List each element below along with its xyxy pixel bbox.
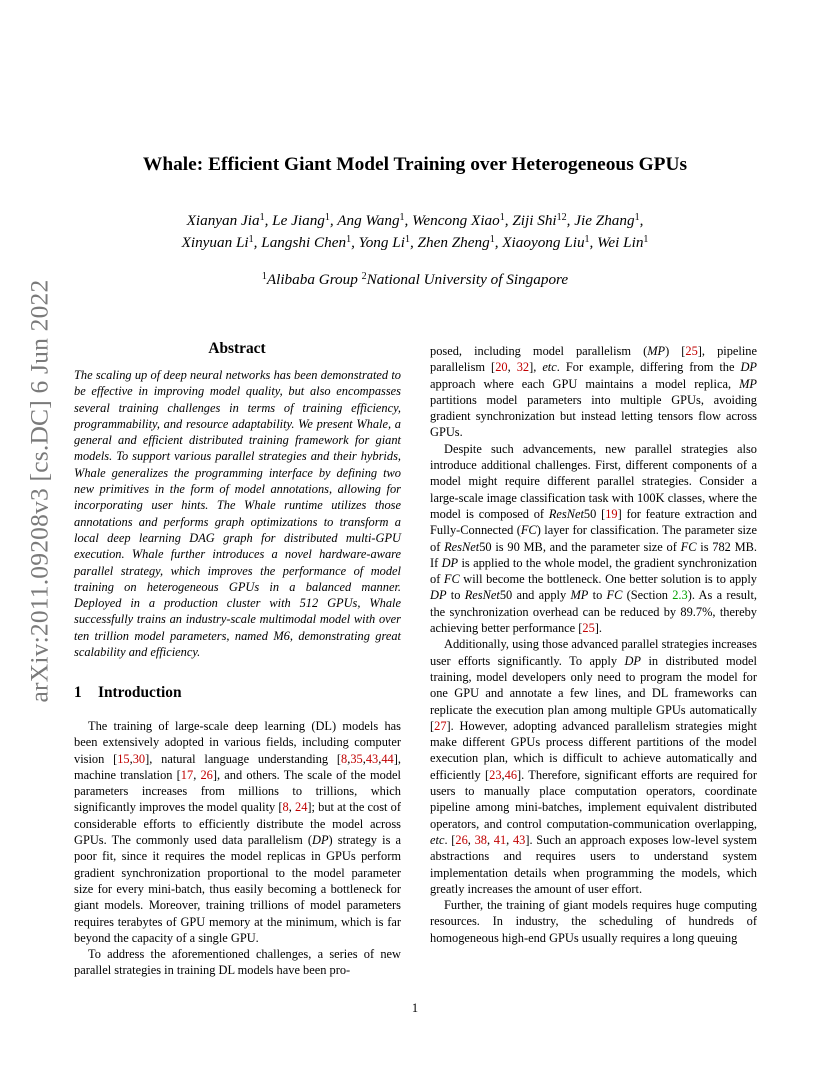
author-name: Yong Li bbox=[358, 233, 405, 251]
author-affiliation-mark: 1 bbox=[634, 212, 640, 223]
citation-link[interactable]: 38 bbox=[474, 832, 487, 847]
citation-link[interactable]: 35 bbox=[350, 751, 363, 766]
author-list: Xianyan Jia$^1$, Le Jiang$^1$, Ang Wang$^1$, Wencong Xiao$^1$, Ziji Shi$^{12}$, Jie Zhang$^1$, Xinyuan Li$^1$, Langshi Chen$^1$, Yong Li$^1$, Zhen Zheng$^1$, Xiaoyong Liu$^1$, Wei Lin$^1$ bbox=[181, 212, 649, 251]
page-number: 1 bbox=[411, 1001, 419, 1015]
body-paragraph: Further, the training of giant models requires huge computing resources. In industry, the scheduling of hundreds of homogeneous high-end GPUs usually requires a long queuing bbox=[430, 898, 757, 945]
citation-link[interactable]: 8 bbox=[341, 751, 348, 766]
italic-term: MP bbox=[570, 588, 589, 603]
author bbox=[418, 234, 495, 251]
citation-link[interactable]: 32 bbox=[516, 360, 530, 375]
author-name: Ziji Shi bbox=[512, 212, 557, 229]
affiliation-mark: 1 bbox=[261, 271, 267, 282]
italic-term: DP bbox=[740, 360, 758, 375]
citation-link[interactable]: 25 bbox=[685, 344, 698, 358]
citation-link[interactable]: 15 bbox=[117, 751, 130, 766]
author bbox=[182, 234, 254, 251]
body-paragraph: Additionally, using those advanced parallel strategies increases user efforts significantly. To apply DP in distributed model training, model developers only need to program the model for one GPU and annotate a few lines, and DL frameworks can replicate the execution plan among multiple GPUs automatically [27]. However, adopting advanced parallelism strategies might make different GPUs process different partitions of the model execution plan, which is difficult to achieve automatically and efficiently [23,46]. Therefore, significant efforts are required for users to manually place computation operators, coordinate pipeline among mini-batches, implement equivalent distributed operators, and control computation-communication overlapping, etc. [26, 38, 41, 43]. Such an approach exposes low-level system abstractions and requires users to understand system implementation details when programming the models, which greatly increases the amount of user effort. bbox=[430, 637, 758, 896]
citation-link[interactable]: 24 bbox=[295, 800, 308, 815]
affiliation-mark: 2 bbox=[361, 271, 367, 282]
author-name: Xiaoyong Liu bbox=[502, 233, 585, 251]
citation-link[interactable]: 19 bbox=[605, 506, 618, 521]
author-name: Xianyan Jia bbox=[186, 212, 260, 229]
author bbox=[574, 212, 639, 229]
author bbox=[272, 212, 330, 229]
author-name: Wencong Xiao bbox=[412, 212, 500, 229]
author-affiliation-mark: 1 bbox=[404, 233, 410, 245]
author bbox=[359, 234, 410, 251]
citation-link[interactable]: 27 bbox=[434, 718, 447, 733]
author-name: Langshi Chen bbox=[261, 233, 347, 251]
body-right-column bbox=[430, 343, 757, 946]
italic-term: etc bbox=[430, 832, 445, 847]
abstract-heading: Abstract bbox=[208, 340, 266, 357]
author-affiliation-mark: 1 bbox=[584, 233, 590, 245]
italic-term: ResNet bbox=[464, 588, 500, 603]
paper-title: Whale: Efficient Giant Model Training over Heterogeneous GPUs bbox=[142, 154, 688, 175]
italic-term: ResNet bbox=[444, 539, 480, 554]
body-paragraph: Despite such advancements, new parallel strategies also introduce additional challenges. First, different components of a model might require different parallel strategies. Consider a large-scale image classification task with 100K classes, where the model is composed of ResNet50 [19] for feature extraction and Fully-Connected (FC) layer for classification. The parameter size of ResNet50 is 90 MB, and the parameter size of FC is 782 MB. If DP is applied to the whole model, the gradient synchronization of FC will become the bottleneck. One better solution is to apply DP to ResNet50 and apply MP to FC (Section 2.3). As a result, the synchronization overhead can be reduced by 89.7%, thereby achieving better performance [25]. bbox=[430, 441, 758, 636]
author-name: Le Jiang bbox=[272, 212, 325, 229]
author bbox=[597, 234, 648, 251]
affiliation-name: National University of Singapore bbox=[366, 271, 569, 288]
italic-term: MP bbox=[739, 376, 757, 391]
italic-term: FC bbox=[520, 523, 537, 538]
author-affiliation-mark: 1 bbox=[643, 233, 649, 245]
author-affiliation-mark: 12 bbox=[556, 212, 567, 223]
author bbox=[261, 234, 351, 251]
author-affiliation-mark: 1 bbox=[489, 233, 495, 245]
italic-term: DP bbox=[430, 588, 447, 603]
author bbox=[187, 212, 265, 229]
author-name: Zhen Zheng bbox=[417, 233, 490, 251]
citation-link[interactable]: 17 bbox=[180, 767, 194, 782]
italic-term: DP bbox=[312, 833, 329, 848]
italic-term: FC bbox=[680, 539, 697, 554]
author bbox=[337, 212, 404, 229]
arxiv-stamp-text: arXiv:2011.09208v3 [cs.DC] 6 Jun 2022 bbox=[24, 279, 54, 703]
citation-link[interactable]: 8 bbox=[282, 800, 289, 815]
citation-link[interactable]: 26 bbox=[455, 832, 468, 847]
affiliation-name: Alibaba Group bbox=[266, 271, 358, 288]
italic-term: ResNet bbox=[548, 506, 584, 521]
author-affiliation-mark: 1 bbox=[346, 233, 352, 245]
body-paragraph: posed, including model parallelism (MP) [25], pipeline parallelism [20, 32], etc. For example, differing from the DP approach where each GPU maintains a model replica, MP partitions model parameters into multiple GPUs, avoiding gradient synchronization but instead letting tensors flow across GPUs. bbox=[430, 344, 758, 440]
author bbox=[512, 212, 566, 229]
body-paragraph: To address the aforementioned challenges, a series of new parallel strategies in training DL models have been pro- bbox=[74, 947, 401, 978]
affiliations bbox=[74, 271, 756, 289]
citation-link[interactable]: 25 bbox=[582, 621, 595, 636]
italic-term: MP bbox=[647, 344, 666, 358]
section-link[interactable]: 2.3 bbox=[672, 588, 688, 603]
citation-link[interactable]: 30 bbox=[132, 751, 146, 766]
citation-link[interactable]: 23 bbox=[489, 767, 502, 782]
author-name: Xinyuan Li bbox=[181, 233, 249, 251]
italic-term: FC bbox=[443, 572, 460, 587]
abstract-text: The scaling up of deep neural networks has been demonstrated to be effective in improving model quality, but also encompasses several training challenges in terms of training efficiency, programmability, and resource adaptability. We present Whale, a general and efficient distributed training framework for giant models. To support various parallel strategies and their hybrids, Whale generalizes the programming interface by defining two new primitives in the form of model annotations, allowing for incorporating user hints. The Whale runtime utilizes those annotations and performs graph optimizations to transform a local deep learning DAG graph for distributed multi-GPU execution. Whale further introduces a novel hardware-aware parallel strategy, which improves the performance of model training on heterogeneous GPUs in a balanced manner. Deployed in a production cluster with 512 GPUs, Whale successfully trains an industry-scale multimodal model with over ten trillion model parameters, named M6, demonstrating great scalability and efficiency. bbox=[74, 368, 401, 660]
italic-term: DP bbox=[624, 653, 642, 668]
italic-term: DP bbox=[441, 555, 459, 570]
author bbox=[412, 212, 505, 229]
section-heading bbox=[74, 684, 182, 702]
citation-link[interactable]: 26 bbox=[200, 767, 213, 782]
citation-link[interactable]: 44 bbox=[381, 751, 394, 766]
section-title: Introduction bbox=[98, 684, 182, 701]
author-affiliation-mark: 1 bbox=[324, 212, 330, 223]
author-affiliation-mark: 1 bbox=[399, 212, 405, 223]
citation-link[interactable]: 43 bbox=[365, 751, 379, 766]
citation-link[interactable]: 43 bbox=[512, 832, 526, 847]
citation-link[interactable]: 46 bbox=[504, 767, 518, 782]
italic-term: etc bbox=[542, 360, 557, 375]
author-name: Ang Wang bbox=[337, 212, 400, 229]
author-affiliation-mark: 1 bbox=[248, 233, 254, 245]
author-name: Wei Lin bbox=[597, 233, 644, 251]
arxiv-stamp bbox=[22, 279, 56, 703]
italic-term: FC bbox=[606, 588, 623, 603]
author-name: Jie Zhang bbox=[574, 212, 635, 229]
citation-link[interactable]: 20 bbox=[495, 360, 508, 375]
body-left-column bbox=[74, 718, 401, 979]
author-affiliation-mark: 1 bbox=[259, 212, 265, 223]
body-paragraph: The training of large-scale deep learning (DL) models has been extensively adopted in various fields, including computer vision [15,30], natural language understanding [8,35,43,44], machine translation [17, 26], and others. The scale of the model parameters increases from millions to trillions, which significantly improves the model quality [8, 24]; but at the cost of considerable efforts to efficiently distribute the model across GPUs. The commonly used data parallelism (DP) strategy is a poor fit, since it requires the model replicas in GPUs perform gradient synchronization proportional to the model parameter size for every mini-batch, thus easily becoming a bottleneck for giant models. Moreover, training trillions of model parameters requires terabytes of GPU memory at the minimum, which is far beyond the capacity of a single GPU. bbox=[74, 719, 402, 945]
section-number: 1 bbox=[74, 684, 82, 701]
author-affiliation-mark: 1 bbox=[499, 212, 505, 223]
citation-link[interactable]: 41 bbox=[493, 832, 507, 847]
author bbox=[502, 234, 589, 251]
